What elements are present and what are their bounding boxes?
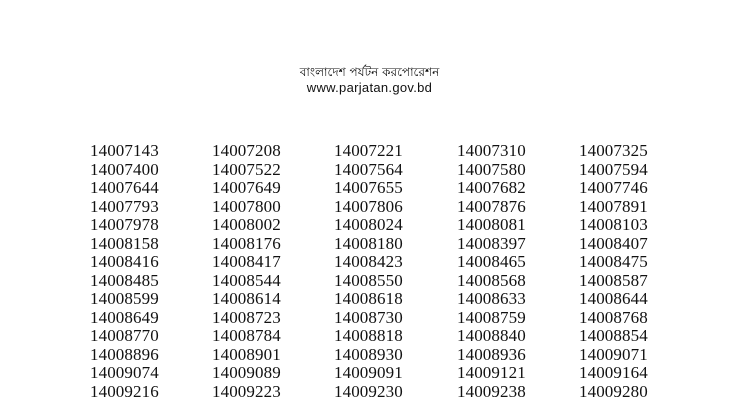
roll-number: 14007522 bbox=[212, 159, 281, 179]
table-row bbox=[0, 160, 735, 179]
roll-number: 14008644 bbox=[579, 289, 648, 308]
roll-number: 14007594 bbox=[579, 159, 648, 179]
table-row bbox=[0, 326, 735, 345]
table-row bbox=[0, 308, 735, 327]
roll-number: 14007649 bbox=[212, 178, 281, 197]
roll-number: 14008936 bbox=[457, 344, 526, 364]
roll-number: 14008417 bbox=[212, 252, 281, 271]
roll-number: 14008784 bbox=[212, 326, 281, 345]
roll-number: 14007655 bbox=[334, 178, 403, 197]
table-row bbox=[0, 141, 735, 160]
roll-number: 14008416 bbox=[90, 252, 159, 271]
roll-number: 14008618 bbox=[334, 289, 403, 308]
roll-number: 14008180 bbox=[334, 233, 403, 253]
roll-number: 14008930 bbox=[334, 344, 403, 364]
roll-number: 14008901 bbox=[212, 344, 281, 364]
roll-number: 14007682 bbox=[457, 178, 526, 197]
website-url: www.parjatan.gov.bd bbox=[306, 80, 433, 95]
roll-number: 14007806 bbox=[334, 196, 403, 216]
roll-number: 14009238 bbox=[457, 381, 526, 401]
roll-number: 14008475 bbox=[579, 252, 648, 271]
roll-number: 14007644 bbox=[90, 178, 159, 197]
roll-number: 14008568 bbox=[457, 270, 526, 290]
roll-number-table bbox=[0, 141, 735, 400]
table-row bbox=[0, 289, 735, 308]
roll-number: 14008024 bbox=[334, 215, 403, 234]
roll-number: 14009121 bbox=[457, 363, 526, 382]
roll-number: 14008081 bbox=[457, 215, 526, 234]
roll-number: 14008770 bbox=[90, 326, 159, 345]
roll-number: 14009091 bbox=[334, 363, 403, 382]
roll-number: 14007876 bbox=[457, 196, 526, 216]
roll-number: 14008103 bbox=[579, 215, 648, 234]
roll-number: 14008423 bbox=[334, 252, 403, 271]
roll-number: 14007891 bbox=[579, 196, 648, 216]
roll-number: 14009089 bbox=[212, 363, 281, 382]
roll-number: 14008818 bbox=[334, 326, 403, 345]
roll-number: 14008730 bbox=[334, 307, 403, 327]
roll-number: 14007978 bbox=[90, 215, 159, 234]
roll-number: 14009071 bbox=[579, 344, 648, 364]
roll-number: 14008158 bbox=[90, 233, 159, 253]
roll-number: 14008407 bbox=[579, 233, 648, 253]
roll-number: 14007580 bbox=[457, 159, 526, 179]
table-row bbox=[0, 178, 735, 197]
roll-number: 14007143 bbox=[90, 141, 159, 160]
roll-number: 14008465 bbox=[457, 252, 526, 271]
roll-number: 14007564 bbox=[334, 159, 403, 179]
roll-number: 14008485 bbox=[90, 270, 159, 290]
roll-number: 14007325 bbox=[579, 141, 648, 160]
table-row bbox=[0, 345, 735, 364]
roll-number: 14008649 bbox=[90, 307, 159, 327]
roll-number: 14008768 bbox=[579, 307, 648, 327]
roll-number: 14007746 bbox=[579, 178, 648, 197]
roll-number: 14009216 bbox=[90, 381, 159, 401]
roll-number: 14007400 bbox=[90, 159, 159, 179]
roll-number: 14008614 bbox=[212, 289, 281, 308]
roll-number: 14008896 bbox=[90, 344, 159, 364]
roll-number: 14007310 bbox=[457, 141, 526, 160]
table-row bbox=[0, 363, 735, 382]
roll-number: 14008759 bbox=[457, 307, 526, 327]
roll-number: 14007800 bbox=[212, 196, 281, 216]
roll-number: 14009230 bbox=[334, 381, 403, 401]
roll-number: 14008854 bbox=[579, 326, 648, 345]
table-row bbox=[0, 234, 735, 253]
roll-number: 14008544 bbox=[212, 270, 281, 290]
roll-number: 14007793 bbox=[90, 196, 159, 216]
roll-number: 14008633 bbox=[457, 289, 526, 308]
table-row bbox=[0, 197, 735, 216]
roll-number: 14007221 bbox=[334, 141, 403, 160]
roll-number: 14008723 bbox=[212, 307, 281, 327]
roll-number: 14009280 bbox=[579, 381, 648, 401]
roll-number: 14008550 bbox=[334, 270, 403, 290]
roll-number: 14007208 bbox=[212, 141, 281, 160]
roll-number: 14008397 bbox=[457, 233, 526, 253]
roll-number: 14008840 bbox=[457, 326, 526, 345]
roll-number: 14008002 bbox=[212, 215, 281, 234]
roll-number: 14008587 bbox=[579, 270, 648, 290]
organization-name: বাংলাদেশ পর্যটন করপোরেশন bbox=[299, 65, 440, 79]
table-row bbox=[0, 215, 735, 234]
roll-number: 14009164 bbox=[579, 363, 648, 382]
roll-number: 14008176 bbox=[212, 233, 281, 253]
table-row bbox=[0, 271, 735, 290]
table-row bbox=[0, 382, 735, 401]
roll-number: 14009223 bbox=[212, 381, 281, 401]
roll-number: 14009074 bbox=[90, 363, 159, 382]
table-row bbox=[0, 252, 735, 271]
roll-number: 14008599 bbox=[90, 289, 159, 308]
